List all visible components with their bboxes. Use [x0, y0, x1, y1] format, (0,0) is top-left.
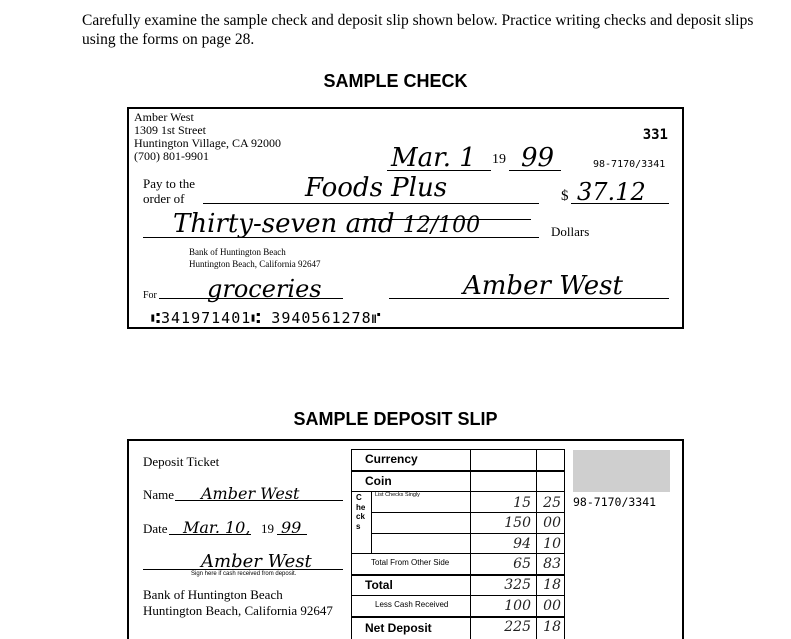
sign-note: Sign here if cash received from deposit. — [191, 571, 297, 577]
row-currency-label: Currency — [365, 452, 418, 466]
slip-gray-box — [573, 450, 670, 492]
check1-dollars: 15 — [513, 495, 531, 511]
owner-name: Amber West — [134, 110, 194, 124]
check-routing-fraction: 98-7170/3341 — [593, 159, 666, 170]
slip-bank-info — [143, 587, 333, 619]
check-bank-city: Huntington Beach, California 92647 — [189, 259, 321, 269]
slip-routing-fraction: 98-7170/3341 — [573, 495, 657, 509]
check-bank-info — [189, 246, 320, 270]
row-line-8 — [351, 616, 565, 618]
row-line-4 — [371, 533, 565, 534]
sample-check-heading: SAMPLE CHECK — [323, 71, 468, 91]
owner-street: 1309 1st Street — [134, 123, 206, 137]
check-signature: Amber West — [463, 271, 623, 301]
row-line-1 — [351, 470, 565, 472]
slip-bank-city: Huntington Beach, California 92647 — [143, 603, 333, 618]
row-line-5 — [351, 553, 565, 554]
other-side-cents: 83 — [543, 556, 561, 572]
instructions-text: Carefully examine the sample check and deposit slip shown below. Practice writing checks and deposit slips using the forms on page 28. — [82, 12, 754, 48]
signature-line — [389, 298, 669, 299]
owner-phone: (700) 801-9901 — [134, 149, 209, 163]
pay-to-label-line2: order of — [143, 191, 185, 206]
row-other-side-label: Total From Other Side — [371, 558, 450, 567]
row-less-cash-label: Less Cash Received — [375, 600, 449, 609]
amount-line — [571, 203, 669, 204]
slip-year-prefix: 19 — [261, 521, 274, 536]
row-line-6 — [351, 574, 565, 576]
row-net-deposit-label: Net Deposit — [365, 621, 432, 635]
payee-line — [203, 203, 539, 204]
less-cash-dollars: 100 — [504, 598, 531, 614]
pay-to-label-line1: Pay to the — [143, 176, 195, 191]
check2-dollars: 150 — [504, 515, 531, 531]
row-line-3 — [371, 512, 565, 513]
slip-name-value: Amber West — [201, 484, 300, 503]
check1-cents: 25 — [543, 495, 561, 511]
date-line — [387, 170, 491, 171]
row-coin-label: Coin — [365, 474, 392, 488]
check-owner-address — [134, 111, 281, 163]
slip-signature: Amber West — [201, 551, 312, 572]
check3-cents: 10 — [543, 536, 561, 552]
micr-line: ⑆341971401⑆ 3940561278⑈ — [151, 309, 382, 327]
sample-deposit-slip — [127, 439, 684, 639]
list-checks-note: List Checks Singly — [375, 492, 420, 498]
check-date: Mar. 1 — [391, 143, 476, 173]
total-cents: 18 — [543, 577, 561, 593]
check-amount: 37.12 — [577, 178, 646, 206]
check3-dollars: 94 — [513, 536, 531, 552]
slip-bank-name: Bank of Huntington Beach — [143, 587, 283, 602]
words-line — [143, 237, 539, 238]
slip-name-line — [175, 500, 343, 501]
year-prefix: 19 — [492, 152, 506, 167]
dollars-label: Dollars — [551, 224, 590, 239]
check-number: 331 — [642, 127, 668, 143]
total-dollars: 325 — [504, 577, 531, 593]
slip-signature-line — [143, 569, 343, 570]
dollar-sign: $ — [561, 188, 569, 204]
slip-date-label: Date — [143, 521, 168, 536]
for-label: For — [143, 290, 157, 301]
owner-city: Huntington Village, CA 92000 — [134, 136, 282, 150]
other-side-dollars: 65 — [513, 556, 531, 572]
pay-to-label — [143, 176, 195, 206]
memo-line — [159, 298, 343, 299]
sample-check — [127, 107, 684, 329]
deposit-amounts-table — [351, 449, 565, 639]
amount-cents-fraction: 12/100 — [402, 213, 481, 238]
slip-date-value: Mar. 10, — [183, 518, 251, 537]
amount-in-words — [173, 209, 480, 239]
sample-deposit-slip-heading: SAMPLE DEPOSIT SLIP — [293, 409, 498, 429]
check2-cents: 00 — [543, 515, 561, 531]
slip-name-label: Name — [143, 487, 175, 502]
words-upper-line — [359, 219, 531, 220]
slip-date-line — [169, 534, 251, 535]
net-deposit-cents: 18 — [543, 619, 561, 635]
row-total-label: Total — [365, 578, 393, 592]
payee-name: Foods Plus — [305, 173, 448, 203]
table-divider-checks — [371, 491, 372, 553]
row-line-7 — [351, 595, 565, 596]
less-cash-cents: 00 — [543, 598, 561, 614]
checks-vertical-label: Checks — [356, 493, 366, 531]
slip-year-value: 99 — [281, 518, 302, 537]
check-bank-name: Bank of Huntington Beach — [189, 247, 286, 257]
year-line — [509, 170, 561, 171]
net-deposit-dollars: 225 — [504, 619, 531, 635]
memo-text: groceries — [207, 275, 322, 303]
check-year: 99 — [521, 143, 555, 173]
amount-words-text: Thirty-seven and — [173, 209, 395, 239]
deposit-ticket-label: Deposit Ticket — [143, 454, 220, 469]
slip-year-line — [277, 534, 307, 535]
